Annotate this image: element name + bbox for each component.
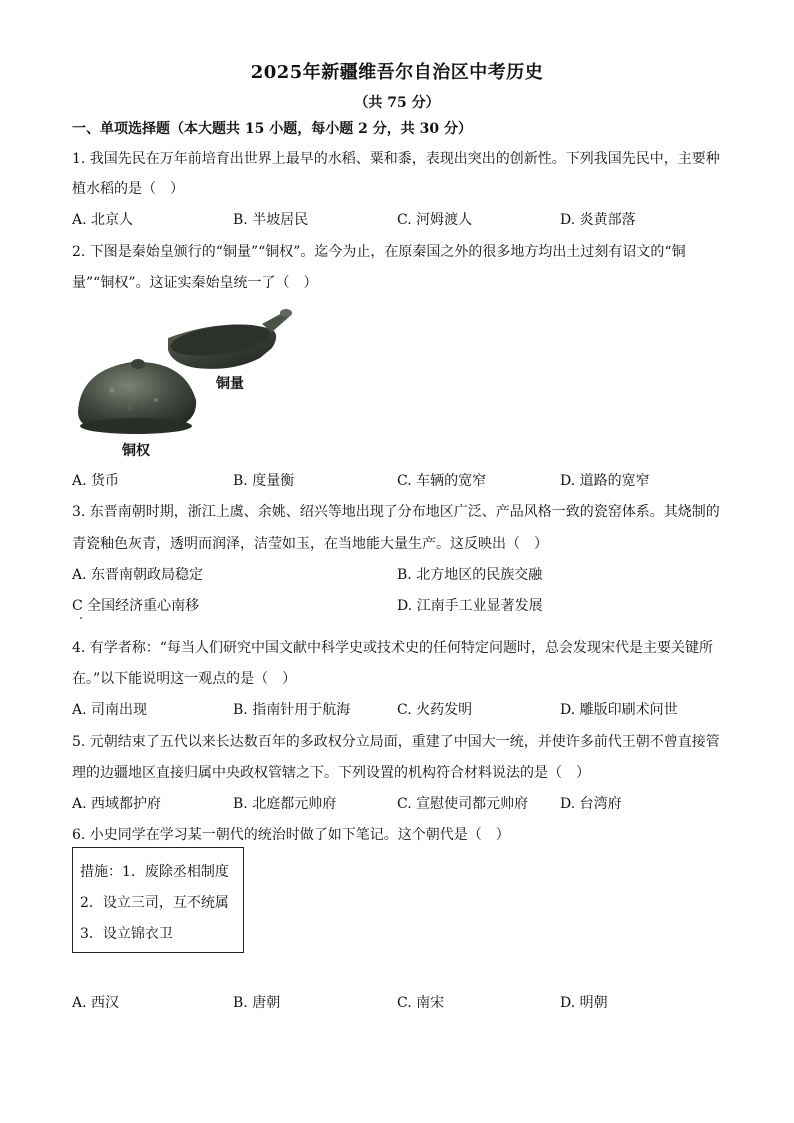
q4-option-d: D. 雕版印刷术问世 [560,702,678,718]
q6-stem-line1: 6. 小史同学在学习某一朝代的统治时做了如下笔记。这个朝代是（ ） [72,827,510,843]
q3-stem-line2: 青瓷釉色灰青，透明而润泽，洁莹如玉，在当地能大量生产。这反映出（ ） [72,536,548,552]
note-item-2: 2．设立三司，互不统属 [80,895,229,911]
q5-stem-line2: 理的边疆地区直接归属中央政权管辖之下。下列设置的机构符合材料说法的是（ ） [72,765,590,781]
q3-option-a: A. 东晋南朝政局稳定 [72,567,204,583]
bronze-measure-liang [168,309,292,369]
note-item-1: 措施：1．废除丞相制度 [80,864,229,880]
q1-stem-line2: 植水稻的是（ ） [72,181,184,197]
note-item-3: 3．设立锦衣卫 [80,926,173,942]
q6-option-a: A. 西汉 [72,995,120,1011]
score-total: （共 75 分） [354,95,440,111]
q2-option-c: C. 车辆的宽窄 [397,473,487,489]
q6-option-c: C. 南宋 [397,995,445,1011]
q4-option-c: C. 火药发明 [397,702,473,718]
q4-option-a: A. 司南出现 [72,702,148,718]
page-title: 2025年新疆维吾尔自治区中考历史 [250,62,544,83]
q2-option-a: A. 货币 [72,473,120,489]
q5-option-c: C. 宣慰使司都元帅府 [397,796,529,812]
q5-option-a: A. 西域都护府 [72,796,162,812]
q3-stem-line1: 3. 东晋南朝时期，浙江上虞、余姚、绍兴等地出现了分布地区广泛、产品风格一致的瓷窑体系。其烧制的 [72,504,720,520]
q1-option-d: D. 炎黄部落 [560,212,636,228]
q1-option-b: B. 半坡居民 [233,212,309,228]
q4-stem-line1: 4. 有学者称：“每当人们研究中国文献中科学史或技术史的任何特定问题时，总会发现宋代是主要关键所 [72,640,713,656]
q3-option-c: C 全国经济重心南移 [72,598,200,614]
q6-option-b: B. 唐朝 [233,995,281,1011]
bronze-artifacts-photo [72,300,302,460]
q4-stem-line2: 在。”以下能说明这一观点的是（ ） [72,671,297,687]
q2-stem-line1: 2. 下图是秦始皇颁行的“铜量”“铜权”。迄今为止，在原秦国之外的很多地方均出土过刻有诏文的“铜 [72,244,686,260]
label-copper-measure: 铜量 [216,376,244,392]
section-heading: 一、单项选择题（本大题共 15 小题，每小题 2 分，共 30 分） [72,121,472,137]
q2-stem-line2: 量”“铜权”。这证实秦始皇统一了（ ） [72,275,318,291]
q2-option-b: B. 度量衡 [233,473,295,489]
q1-option-c: C. 河姆渡人 [397,212,473,228]
q3-option-b: B. 北方地区的民族交融 [397,567,543,583]
stray-dot [80,617,82,619]
q5-stem-line1: 5. 元朝结束了五代以来长达数百年的多政权分立局面，重建了中国大一统，并使许多前代王朝不曾直接管 [72,734,720,750]
q1-option-a: A. 北京人 [72,212,134,228]
q6-option-d: D. 明朝 [560,995,608,1011]
label-copper-weight: 铜权 [122,443,150,459]
q4-option-b: B. 指南针用于航海 [233,702,351,718]
q2-option-d: D. 道路的宽窄 [560,473,650,489]
q5-option-d: D. 台湾府 [560,796,622,812]
bronze-weight-quan [78,359,196,434]
q5-option-b: B. 北庭都元帅府 [233,796,337,812]
q1-stem-line1: 1. 我国先民在万年前培育出世界上最早的水稻、粟和黍，表现出突出的创新性。下列我国先民中，主要种 [72,151,720,167]
q3-option-d: D. 江南手工业显著发展 [397,598,543,614]
